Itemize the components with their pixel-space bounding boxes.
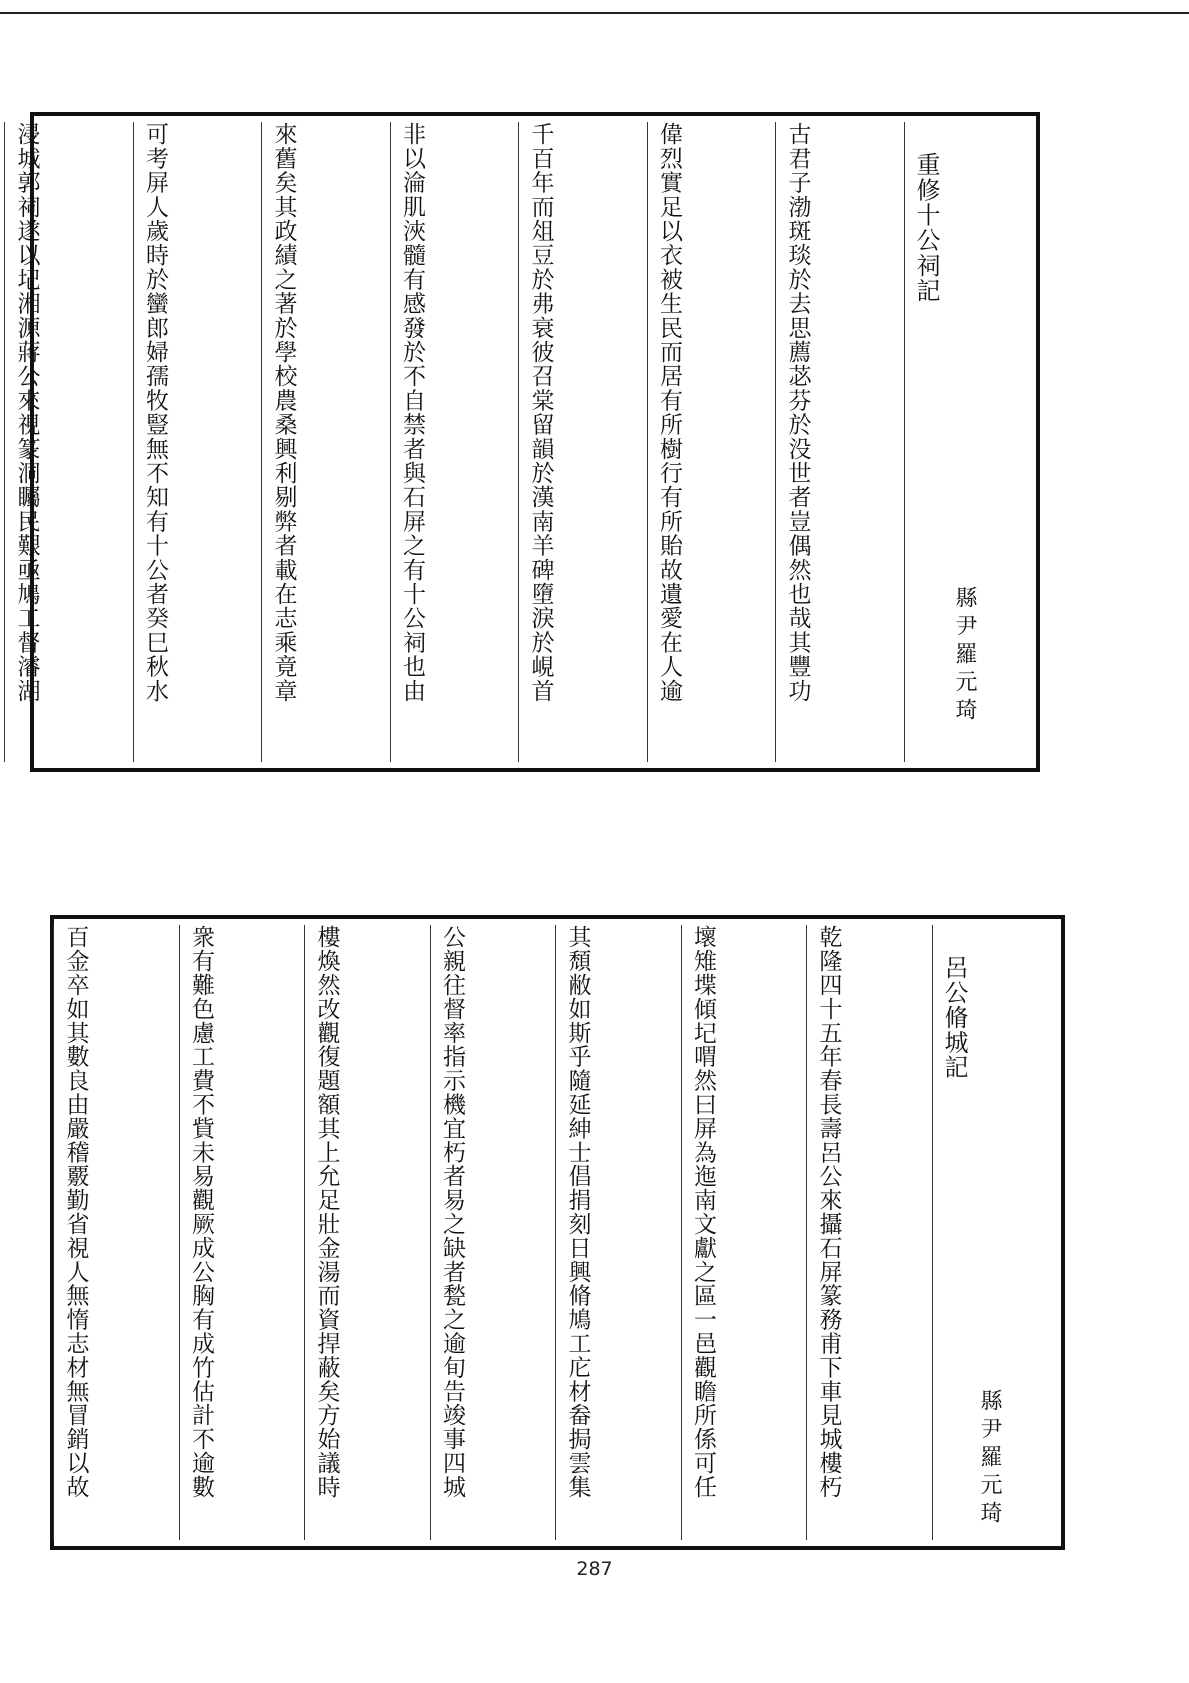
text-column: 偉烈實足以衣被生民而居有所樹行有所貽故遺愛在人逾: [647, 122, 691, 762]
bottom-leaf-text: [60, 925, 1057, 1540]
text-column: 衆有難色慮工費不貲未易觀厥成公胸有成竹估計不逾數: [179, 925, 222, 1540]
essay-author: 縣尹羅元琦: [974, 1389, 1005, 1529]
text-column: 來舊矣其政績之著於學校農桑興利剔弊者載在志乘竟章: [261, 122, 305, 762]
top-rule: [0, 12, 1189, 14]
text-column: 其頹敝如斯乎隨延紳士倡捐刻日興脩鳩工庀材畚挶雲集: [555, 925, 598, 1540]
text-column: 千百年而俎豆於弗衰彼召棠留韻於漢南羊碑墮淚於峴首: [518, 122, 562, 762]
text-column: 樓煥然改觀復題額其上允足壯金湯而資捍蔽矣方始議時: [304, 925, 347, 1540]
essay-author: 縣尹羅元琦: [949, 586, 980, 726]
text-column: 古君子渤斑琰於去思薦苾芬於没世者豈偶然也哉其豐功: [775, 122, 819, 762]
text-column: 壞雉堞傾圮喟然曰屏為迤南文獻之區一邑觀瞻所係可任: [681, 925, 724, 1540]
text-column: 公親往督率指示機宜朽者易之缺者甃之逾旬告竣事四城: [430, 925, 473, 1540]
bottom-leaf: [50, 915, 1065, 1550]
text-column: 百金卒如其數良由嚴稽覈勤省視人無惰志材無冒銷以故: [53, 925, 96, 1540]
essay-title: 呂公脩城記: [932, 925, 975, 1540]
text-column: 乾隆四十五年春長壽呂公來攝石屏篆務甫下車見城樓朽: [806, 925, 849, 1540]
page-number: 287: [576, 1558, 613, 1580]
text-column: 浸城郭祠遂以圮湘源蔣公來視篆洞矚民艱亟鳩工督濬湖: [4, 122, 48, 762]
top-leaf-text: [13, 122, 1032, 762]
essay-title: 重修十公祠記: [904, 122, 948, 762]
top-leaf: [13, 112, 1040, 772]
text-column: 可考屏人歲時於蠻郎婦孺牧豎無不知有十公者癸巳秋水: [133, 122, 177, 762]
text-column: 非以淪肌浹髓有感發於不自禁者與石屏之有十公祠也由: [390, 122, 434, 762]
